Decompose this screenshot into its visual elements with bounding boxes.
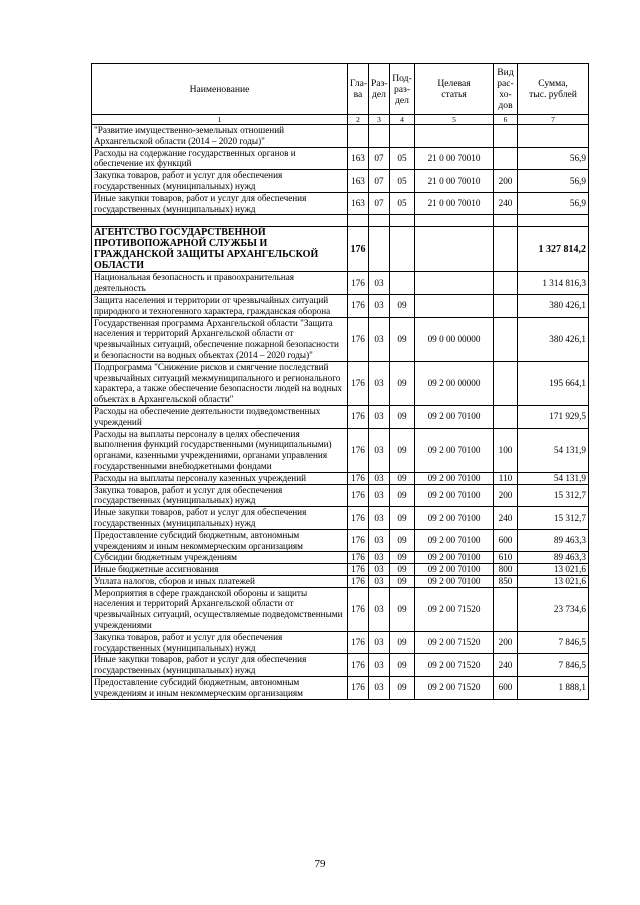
row-chapter: 176 [348,428,369,472]
row-name: Иные закупки товаров, работ и услуг для обеспечения государственных (муниципальных) нужд [92,192,348,215]
budget-table [91,63,589,700]
row-section: 03 [369,294,390,317]
column-number: 7 [518,115,589,125]
row-target: 21 0 00 70010 [415,192,494,215]
row-section [369,227,390,272]
row-subsection [390,125,415,148]
row-amount: 171 929,5 [518,405,589,428]
row-amount: 89 463,3 [518,552,589,564]
row-expense: 240 [494,192,518,215]
row-subsection: 09 [390,317,415,361]
row-target: 09 2 00 70100 [415,405,494,428]
agency-row [92,227,589,272]
row-chapter: 163 [348,147,369,170]
row-subsection: 09 [390,575,415,587]
header-name: Наименование [92,64,348,115]
row-section [369,125,390,148]
table-row [92,507,589,530]
row-amount: 380 426,1 [518,317,589,361]
row-expense [494,361,518,405]
row-name: Государственная программа Архангельской области "Защита населения и территорий Архангельской области от чрезвычайных ситуаций, обеспечение пожарной безопасности и безопасности на водных объектах (2014 – 2020 годы)" [92,317,348,361]
table-row [92,361,589,405]
row-section: 03 [369,507,390,530]
row-subsection [390,227,415,272]
row-target: 09 2 00 70100 [415,564,494,576]
row-section: 03 [369,552,390,564]
row-target [415,125,494,148]
row-subsection: 05 [390,147,415,170]
row-name: Иные закупки товаров, работ и услуг для обеспечения государственных (муниципальных) нужд [92,654,348,677]
row-target: 09 2 00 70100 [415,575,494,587]
row-subsection: 09 [390,428,415,472]
row-expense: 800 [494,564,518,576]
table-row [92,564,589,576]
row-target: 09 2 00 70100 [415,529,494,552]
row-section: 03 [369,317,390,361]
row-target [415,294,494,317]
row-expense: 110 [494,472,518,484]
table-row [92,484,589,507]
header-row [92,64,589,115]
row-amount: 1 314 816,3 [518,272,589,295]
row-name: Закупка товаров, работ и услуг для обеспечения государственных (муниципальных) нужд [92,631,348,654]
row-name: Национальная безопасность и правоохранительная деятельность [92,272,348,295]
row-name: Иные закупки товаров, работ и услуг для обеспечения государственных (муниципальных) нужд [92,507,348,530]
row-amount: 13 021,6 [518,564,589,576]
row-chapter: 176 [348,564,369,576]
row-target: 09 2 00 71520 [415,677,494,700]
row-chapter: 176 [348,405,369,428]
table-row [92,587,589,631]
row-amount: 54 131,9 [518,472,589,484]
row-subsection: 09 [390,472,415,484]
row-chapter: 163 [348,192,369,215]
column-number: 6 [494,115,518,125]
column-number: 1 [92,115,348,125]
row-expense: 240 [494,654,518,677]
table-row [92,472,589,484]
header-section-text: Раз- дел [371,78,388,100]
column-number: 5 [415,115,494,125]
spacer-cell [415,215,494,227]
row-section: 03 [369,587,390,631]
row-expense: 240 [494,507,518,530]
row-section: 03 [369,484,390,507]
row-name: Уплата налогов, сборов и иных платежей [92,575,348,587]
header-section [369,64,390,115]
row-subsection: 09 [390,405,415,428]
row-target [415,227,494,272]
row-subsection: 09 [390,564,415,576]
row-expense [494,272,518,295]
row-section: 03 [369,631,390,654]
header-expense-text: Вид рас- хо- дов [497,67,514,111]
row-subsection [390,272,415,295]
row-name: Закупка товаров, работ и услуг для обеспечения государственных (муниципальных) нужд [92,170,348,193]
row-section: 03 [369,654,390,677]
row-expense [494,587,518,631]
row-target: 09 2 00 00000 [415,361,494,405]
row-chapter: 176 [348,631,369,654]
row-subsection: 09 [390,529,415,552]
table-row [92,272,589,295]
header-amount-text: Сумма, тыс. рублей [529,78,577,100]
row-target: 09 2 00 70100 [415,552,494,564]
row-section: 07 [369,147,390,170]
row-amount: 56,9 [518,147,589,170]
row-section: 03 [369,529,390,552]
table-row [92,405,589,428]
row-expense: 850 [494,575,518,587]
row-amount: 195 664,1 [518,361,589,405]
table-row [92,125,589,148]
header-subsection-text: Под- раз- дел [392,72,412,106]
row-name: Подпрограмма "Снижение рисков и смягчение последствий чрезвычайных ситуаций межмуниципального и регионального характера, а также обеспечение безопасности людей на водных объектах в Архангельской области" [92,361,348,405]
header-target-text: Целевая статья [437,78,471,100]
row-chapter: 176 [348,484,369,507]
row-chapter: 176 [348,472,369,484]
row-expense [494,147,518,170]
row-target: 09 2 00 70100 [415,472,494,484]
row-amount: 13 021,6 [518,575,589,587]
header-chapter [348,64,369,115]
row-name: Мероприятия в сфере гражданской обороны и защиты населения и территорий Архангельской области от чрезвычайных ситуаций, осуществляемые подведомственными учреждениями [92,587,348,631]
row-target: 09 2 00 70100 [415,428,494,472]
row-amount: 54 131,9 [518,428,589,472]
row-amount: 15 312,7 [518,507,589,530]
row-expense: 600 [494,529,518,552]
row-amount: 7 846,5 [518,654,589,677]
row-target: 09 2 00 71520 [415,654,494,677]
row-chapter: 176 [348,575,369,587]
row-amount: 380 426,1 [518,294,589,317]
column-number: 4 [390,115,415,125]
row-amount: 1 327 814,2 [518,227,589,272]
row-chapter: 176 [348,654,369,677]
column-number: 3 [369,115,390,125]
row-expense [494,125,518,148]
row-target: 09 2 00 70100 [415,507,494,530]
header-target [415,64,494,115]
row-chapter: 176 [348,272,369,295]
row-expense [494,294,518,317]
row-amount: 56,9 [518,170,589,193]
table-row [92,428,589,472]
table-row [92,147,589,170]
row-chapter: 176 [348,677,369,700]
row-subsection: 09 [390,361,415,405]
row-expense: 200 [494,631,518,654]
column-number-row [92,115,589,125]
table-row [92,192,589,215]
header-subsection [390,64,415,115]
page-number: 79 [314,858,326,870]
row-chapter [348,125,369,148]
row-chapter: 176 [348,587,369,631]
row-name: Закупка товаров, работ и услуг для обеспечения государственных (муниципальных) нужд [92,484,348,507]
row-name: Расходы на содержание государственных органов и обеспечение их функций [92,147,348,170]
table-row [92,631,589,654]
row-amount: 56,9 [518,192,589,215]
row-amount: 23 734,6 [518,587,589,631]
row-name: Предоставление субсидий бюджетным, автономным учреждениям и иным некоммерческим организациям [92,677,348,700]
row-section: 03 [369,272,390,295]
table-row [92,552,589,564]
row-expense: 200 [494,484,518,507]
row-subsection: 09 [390,677,415,700]
row-chapter: 176 [348,317,369,361]
row-chapter: 176 [348,529,369,552]
row-section: 03 [369,564,390,576]
row-subsection: 09 [390,552,415,564]
spacer-cell [518,215,589,227]
row-subsection: 05 [390,192,415,215]
row-chapter: 176 [348,552,369,564]
row-section: 03 [369,677,390,700]
row-expense: 100 [494,428,518,472]
table-row [92,170,589,193]
row-section: 07 [369,192,390,215]
row-expense [494,405,518,428]
row-amount: 1 888,1 [518,677,589,700]
spacer-cell [390,215,415,227]
row-name: Иные бюджетные ассигнования [92,564,348,576]
row-subsection: 05 [390,170,415,193]
row-section: 03 [369,472,390,484]
row-name: АГЕНТСТВО ГОСУДАРСТВЕННОЙ ПРОТИВОПОЖАРНОЙ СЛУЖБЫ И ГРАЖДАНСКОЙ ЗАЩИТЫ АРХАНГЕЛЬСКОЙ ОБЛАСТИ [92,227,348,272]
row-name: Защита населения и территории от чрезвычайных ситуаций природного и техногенного характера, гражданская оборона [92,294,348,317]
table-body [92,64,589,700]
row-target: 09 2 00 70100 [415,484,494,507]
row-subsection: 09 [390,507,415,530]
table-row [92,677,589,700]
row-expense: 600 [494,677,518,700]
row-target: 09 0 00 00000 [415,317,494,361]
row-chapter: 176 [348,294,369,317]
row-chapter: 176 [348,507,369,530]
header-chapter-text: Гла- ва [350,78,368,100]
row-chapter: 176 [348,227,369,272]
row-subsection: 09 [390,654,415,677]
table-row [92,575,589,587]
row-subsection: 09 [390,294,415,317]
spacer-row [92,215,589,227]
row-subsection: 09 [390,484,415,507]
row-name: Расходы на выплаты персоналу в целях обеспечения выполнения функций государственными (муниципальными) органами, казенными учреждениями, органами управления государственными внебюджетными фондами [92,428,348,472]
row-name: Предоставление субсидий бюджетным, автономным учреждениям и иным некоммерческим организациям [92,529,348,552]
header-amount [518,64,589,115]
row-subsection: 09 [390,631,415,654]
row-amount: 89 463,3 [518,529,589,552]
table-row [92,317,589,361]
row-section: 03 [369,361,390,405]
row-amount [518,125,589,148]
row-subsection: 09 [390,587,415,631]
row-target: 09 2 00 71520 [415,631,494,654]
row-expense [494,227,518,272]
spacer-cell [92,215,348,227]
row-target: 21 0 00 70010 [415,147,494,170]
spacer-cell [348,215,369,227]
spacer-cell [494,215,518,227]
row-section: 03 [369,575,390,587]
column-number: 2 [348,115,369,125]
row-amount: 15 312,7 [518,484,589,507]
row-expense: 200 [494,170,518,193]
row-section: 03 [369,428,390,472]
row-name: Расходы на выплаты персоналу казенных учреждений [92,472,348,484]
row-name: "Развитие имущественно-земельных отношений Архангельской области (2014 – 2020 годы)" [92,125,348,148]
row-expense: 610 [494,552,518,564]
row-chapter: 163 [348,170,369,193]
header-expense [494,64,518,115]
table-row [92,294,589,317]
row-target: 21 0 00 70010 [415,170,494,193]
table-row [92,529,589,552]
row-amount: 7 846,5 [518,631,589,654]
row-target [415,272,494,295]
row-expense [494,317,518,361]
row-name: Субсидии бюджетным учреждениям [92,552,348,564]
row-section: 07 [369,170,390,193]
row-chapter: 176 [348,361,369,405]
spacer-cell [369,215,390,227]
row-name: Расходы на обеспечение деятельности подведомственных учреждений [92,405,348,428]
row-section: 03 [369,405,390,428]
row-target: 09 2 00 71520 [415,587,494,631]
table-row [92,654,589,677]
